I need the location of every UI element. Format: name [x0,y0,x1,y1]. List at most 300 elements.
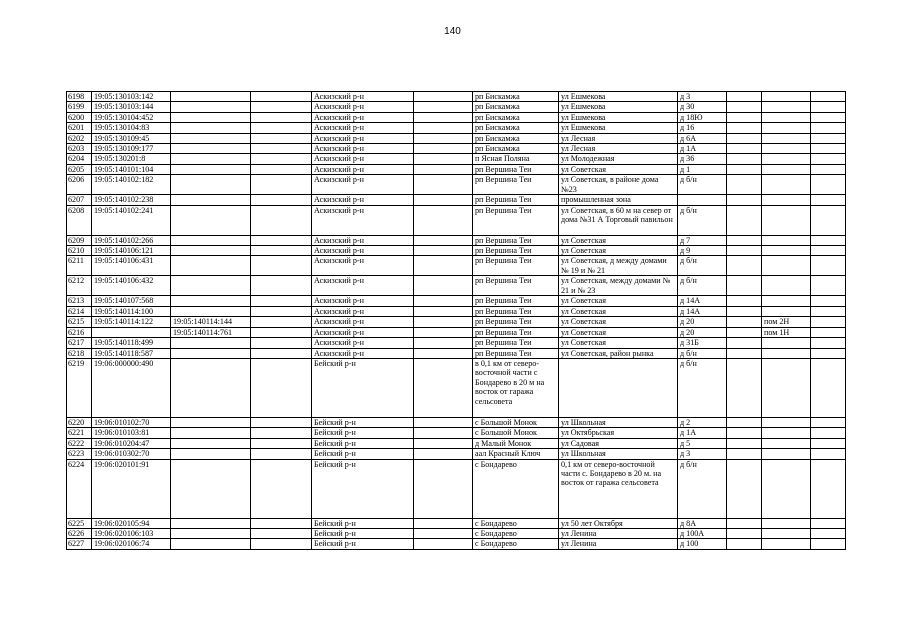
table-row [67,459,846,518]
cadastral-number: 19:06:020106:103 [92,528,171,538]
empty-cell [811,276,846,296]
table-row [67,296,846,306]
parent-cadastral-number [171,195,251,205]
page-number: 140 [444,26,461,37]
house-number: д 1А [678,144,727,154]
street-address: ул Советская [559,296,678,306]
room-number [762,175,811,195]
table-row [67,195,846,205]
house-number: д 14А [678,296,727,306]
empty-cell [251,327,312,337]
settlement: с Большой Монок [473,417,559,427]
room-number [762,133,811,143]
empty-cell [414,459,473,518]
parent-cadastral-number [171,539,251,549]
street-address: ул Ешмекова [559,123,678,133]
settlement: рп Вершина Теи [473,164,559,174]
row-number: 6217 [67,338,92,348]
house-number: д 9 [678,246,727,256]
row-number: 6226 [67,528,92,538]
empty-cell [251,296,312,306]
empty-cell [251,154,312,164]
room-number [762,205,811,235]
table-row [67,144,846,154]
settlement: рп Вершина Теи [473,327,559,337]
house-number: д 8А [678,518,727,528]
table-row [67,317,846,327]
house-number [678,195,727,205]
house-number: д 20 [678,327,727,337]
empty-cell [251,528,312,538]
parent-cadastral-number [171,123,251,133]
settlement: аал Красный Ключ [473,449,559,459]
empty-cell [727,528,762,538]
empty-cell [414,256,473,276]
row-number: 6212 [67,276,92,296]
cadastral-number: 19:05:140107:568 [92,296,171,306]
settlement: рп Вершина Теи [473,256,559,276]
empty-cell [811,144,846,154]
table-row [67,306,846,316]
cadastral-number: 19:05:140106:121 [92,246,171,256]
parent-cadastral-number [171,449,251,459]
empty-cell [414,306,473,316]
house-number: д 3 [678,449,727,459]
room-number [762,358,811,417]
cadastral-number: 19:05:140101:104 [92,164,171,174]
parent-cadastral-number [171,256,251,276]
empty-cell [811,133,846,143]
house-number: д 16 [678,123,727,133]
empty-cell [811,338,846,348]
room-number [762,112,811,122]
room-number [762,92,811,102]
house-number: д 5 [678,438,727,448]
empty-cell [251,348,312,358]
empty-cell [414,338,473,348]
empty-cell [811,348,846,358]
district: Аскизский р-н [312,246,414,256]
district: Бейский р-н [312,438,414,448]
empty-cell [727,123,762,133]
empty-cell [811,417,846,427]
district: Аскизский р-н [312,296,414,306]
settlement: рп Вершина Теи [473,296,559,306]
street-address: ул Советская, между домами № 21 и № 23 [559,276,678,296]
street-address: ул Советская, в 60 м на север от дома №31 А Торговый павильон [559,205,678,235]
empty-cell [727,348,762,358]
table-row [67,438,846,448]
empty-cell [727,256,762,276]
empty-cell [811,428,846,438]
row-number: 6211 [67,256,92,276]
row-number: 6223 [67,449,92,459]
room-number: пом 2Н [762,317,811,327]
row-number: 6214 [67,306,92,316]
room-number [762,276,811,296]
district: Аскизский р-н [312,276,414,296]
settlement: с Бондарево [473,459,559,518]
empty-cell [727,154,762,164]
empty-cell [251,276,312,296]
parent-cadastral-number [171,348,251,358]
house-number: д 18Ю [678,112,727,122]
district: Аскизский р-н [312,175,414,195]
empty-cell [727,112,762,122]
street-address: ул Советская [559,317,678,327]
cadastral-number: 19:06:010102:70 [92,417,171,427]
parent-cadastral-number [171,306,251,316]
empty-cell [251,164,312,174]
row-number: 6210 [67,246,92,256]
empty-cell [727,205,762,235]
table-row [67,133,846,143]
parent-cadastral-number [171,338,251,348]
empty-cell [727,438,762,448]
cadastral-number: 19:06:020106:74 [92,539,171,549]
cadastral-number: 19:05:140118:499 [92,338,171,348]
cadastral-number: 19:05:130104:452 [92,112,171,122]
street-address: ул Советская, д между домами № 19 и № 21 [559,256,678,276]
row-number: 6206 [67,175,92,195]
parent-cadastral-number [171,144,251,154]
cadastral-number: 19:05:140102:238 [92,195,171,205]
empty-cell [251,235,312,245]
table-row [67,246,846,256]
empty-cell [414,428,473,438]
street-address: ул Школьная [559,449,678,459]
empty-cell [414,296,473,306]
district: Аскизский р-н [312,92,414,102]
street-address: ул Советская [559,246,678,256]
street-address: 0,1 км от северо-восточной части с. Бондарево в 20 м. на восток от гаража сельсовета [559,459,678,518]
empty-cell [414,518,473,528]
table-row [67,112,846,122]
table-row [67,327,846,337]
room-number [762,438,811,448]
cadastral-number: 19:05:130104:83 [92,123,171,133]
district: Аскизский р-н [312,306,414,316]
empty-cell [811,317,846,327]
cadastral-number: 19:05:140106:431 [92,256,171,276]
empty-cell [414,449,473,459]
settlement: рп Бискамжа [473,133,559,143]
district: Аскизский р-н [312,154,414,164]
row-number: 6209 [67,235,92,245]
district: Аскизский р-н [312,235,414,245]
settlement: рп Вершина Теи [473,306,559,316]
room-number [762,123,811,133]
row-number: 6227 [67,539,92,549]
empty-cell [811,327,846,337]
empty-cell [414,528,473,538]
empty-cell [727,92,762,102]
row-number: 6203 [67,144,92,154]
cadastral-number: 19:05:140102:266 [92,235,171,245]
empty-cell [251,438,312,448]
street-address: ул Советская [559,327,678,337]
street-address: ул Советская [559,306,678,316]
cadastral-number: 19:05:130109:45 [92,133,171,143]
settlement: рп Бискамжа [473,92,559,102]
empty-cell [811,92,846,102]
settlement: рп Бискамжа [473,123,559,133]
row-number: 6205 [67,164,92,174]
room-number [762,539,811,549]
room-number [762,256,811,276]
empty-cell [414,348,473,358]
district: Аскизский р-н [312,317,414,327]
row-number: 6218 [67,348,92,358]
cadastral-number: 19:05:140106:432 [92,276,171,296]
district: Бейский р-н [312,417,414,427]
street-address: ул Ленина [559,528,678,538]
house-number: д 3 [678,92,727,102]
district: Бейский р-н [312,539,414,549]
empty-cell [727,327,762,337]
room-number [762,235,811,245]
district: Аскизский р-н [312,164,414,174]
street-address: ул 50 лет Октября [559,518,678,528]
empty-cell [251,92,312,102]
cadastral-number: 19:06:010204:47 [92,438,171,448]
table-row [67,92,846,102]
empty-cell [811,195,846,205]
room-number [762,417,811,427]
district: Бейский р-н [312,459,414,518]
house-number: д 1А [678,428,727,438]
empty-cell [727,296,762,306]
empty-cell [251,459,312,518]
empty-cell [727,235,762,245]
house-number: д 14А [678,306,727,316]
table-row [67,539,846,549]
table-row [67,154,846,164]
table-row [67,449,846,459]
empty-cell [811,449,846,459]
empty-cell [811,438,846,448]
empty-cell [251,428,312,438]
empty-cell [251,518,312,528]
empty-cell [727,428,762,438]
room-number [762,428,811,438]
street-address: ул Садовая [559,438,678,448]
settlement: д Малый Монок [473,438,559,448]
empty-cell [811,518,846,528]
empty-cell [811,256,846,276]
empty-cell [727,144,762,154]
empty-cell [414,133,473,143]
room-number [762,195,811,205]
house-number: д б/н [678,348,727,358]
room-number: пом 1Н [762,327,811,337]
street-address: ул Лесная [559,133,678,143]
room-number [762,518,811,528]
cadastral-number: 19:06:000000:490 [92,358,171,417]
row-number: 6204 [67,154,92,164]
room-number [762,246,811,256]
empty-cell [414,195,473,205]
empty-cell [414,246,473,256]
cadastral-number: 19:06:020101:91 [92,459,171,518]
parent-cadastral-number [171,205,251,235]
table-row [67,175,846,195]
empty-cell [727,539,762,549]
district: Аскизский р-н [312,338,414,348]
cadastral-number: 19:05:130109:177 [92,144,171,154]
empty-cell [251,246,312,256]
row-number: 6215 [67,317,92,327]
empty-cell [811,246,846,256]
empty-cell [251,123,312,133]
empty-cell [251,112,312,122]
street-address: ул Советская [559,338,678,348]
empty-cell [811,539,846,549]
registry-body [67,92,846,550]
parent-cadastral-number: 19:05:140114:761 [171,327,251,337]
empty-cell [251,417,312,427]
empty-cell [414,92,473,102]
cadastral-number [92,327,171,337]
empty-cell [414,102,473,112]
table-row [67,205,846,235]
street-address [559,358,678,417]
empty-cell [414,539,473,549]
empty-cell [414,317,473,327]
empty-cell [811,358,846,417]
empty-cell [811,102,846,112]
empty-cell [727,338,762,348]
house-number: д б/н [678,276,727,296]
empty-cell [251,102,312,112]
room-number [762,144,811,154]
empty-cell [727,417,762,427]
settlement: рп Вершина Теи [473,246,559,256]
cadastral-number: 19:05:140102:182 [92,175,171,195]
house-number: д б/н [678,358,727,417]
empty-cell [251,133,312,143]
settlement: в 0,1 км от северо-восточной части с Бондарево в 20 м на восток от гаража сельсовета [473,358,559,417]
empty-cell [727,164,762,174]
district: Аскизский р-н [312,205,414,235]
empty-cell [251,144,312,154]
parent-cadastral-number [171,417,251,427]
empty-cell [251,256,312,276]
settlement: рп Вершина Теи [473,195,559,205]
registry-table [66,91,846,550]
cadastral-number: 19:05:140102:241 [92,205,171,235]
settlement: с Бондарево [473,539,559,549]
district: Бейский р-н [312,428,414,438]
row-number: 6207 [67,195,92,205]
district: Бейский р-н [312,528,414,538]
empty-cell [727,102,762,112]
parent-cadastral-number [171,459,251,518]
cadastral-number: 19:05:130103:144 [92,102,171,112]
cadastral-number: 19:05:140114:122 [92,317,171,327]
cadastral-number: 19:05:140118:587 [92,348,171,358]
street-address: ул Школьная [559,417,678,427]
district: Аскизский р-н [312,144,414,154]
room-number [762,164,811,174]
row-number: 6198 [67,92,92,102]
empty-cell [251,317,312,327]
settlement: с Бондарево [473,528,559,538]
empty-cell [414,123,473,133]
empty-cell [811,306,846,316]
cadastral-number: 19:05:130201:8 [92,154,171,164]
empty-cell [727,175,762,195]
street-address: промышленная зона [559,195,678,205]
house-number: д 1 [678,164,727,174]
street-address: ул Советская [559,164,678,174]
settlement: рп Бискамжа [473,144,559,154]
empty-cell [251,205,312,235]
empty-cell [251,449,312,459]
room-number [762,338,811,348]
row-number: 6200 [67,112,92,122]
house-number: д 100 [678,539,727,549]
district: Бейский р-н [312,358,414,417]
cadastral-number: 19:05:140114:100 [92,306,171,316]
parent-cadastral-number [171,428,251,438]
parent-cadastral-number [171,528,251,538]
empty-cell [727,276,762,296]
empty-cell [251,358,312,417]
empty-cell [727,133,762,143]
district: Аскизский р-н [312,195,414,205]
district: Аскизский р-н [312,123,414,133]
empty-cell [727,246,762,256]
table-row [67,338,846,348]
empty-cell [811,112,846,122]
empty-cell [251,306,312,316]
table-row [67,102,846,112]
street-address: ул Советская, район рынка [559,348,678,358]
room-number [762,102,811,112]
empty-cell [727,195,762,205]
row-number: 6224 [67,459,92,518]
parent-cadastral-number [171,246,251,256]
cadastral-number: 19:05:130103:142 [92,92,171,102]
empty-cell [251,539,312,549]
empty-cell [811,459,846,518]
empty-cell [414,175,473,195]
empty-cell [811,154,846,164]
empty-cell [414,154,473,164]
empty-cell [811,296,846,306]
empty-cell [414,358,473,417]
room-number [762,306,811,316]
empty-cell [414,417,473,427]
street-address: ул Ленина [559,539,678,549]
house-number: д б/н [678,256,727,276]
empty-cell [727,518,762,528]
parent-cadastral-number [171,518,251,528]
cadastral-number: 19:06:010103:81 [92,428,171,438]
house-number: д б/н [678,205,727,235]
settlement: рп Вершина Теи [473,235,559,245]
empty-cell [727,358,762,417]
empty-cell [727,449,762,459]
house-number: д 6А [678,133,727,143]
row-number: 6199 [67,102,92,112]
district: Бейский р-н [312,449,414,459]
empty-cell [414,205,473,235]
empty-cell [727,306,762,316]
house-number: д 36 [678,154,727,164]
parent-cadastral-number [171,175,251,195]
